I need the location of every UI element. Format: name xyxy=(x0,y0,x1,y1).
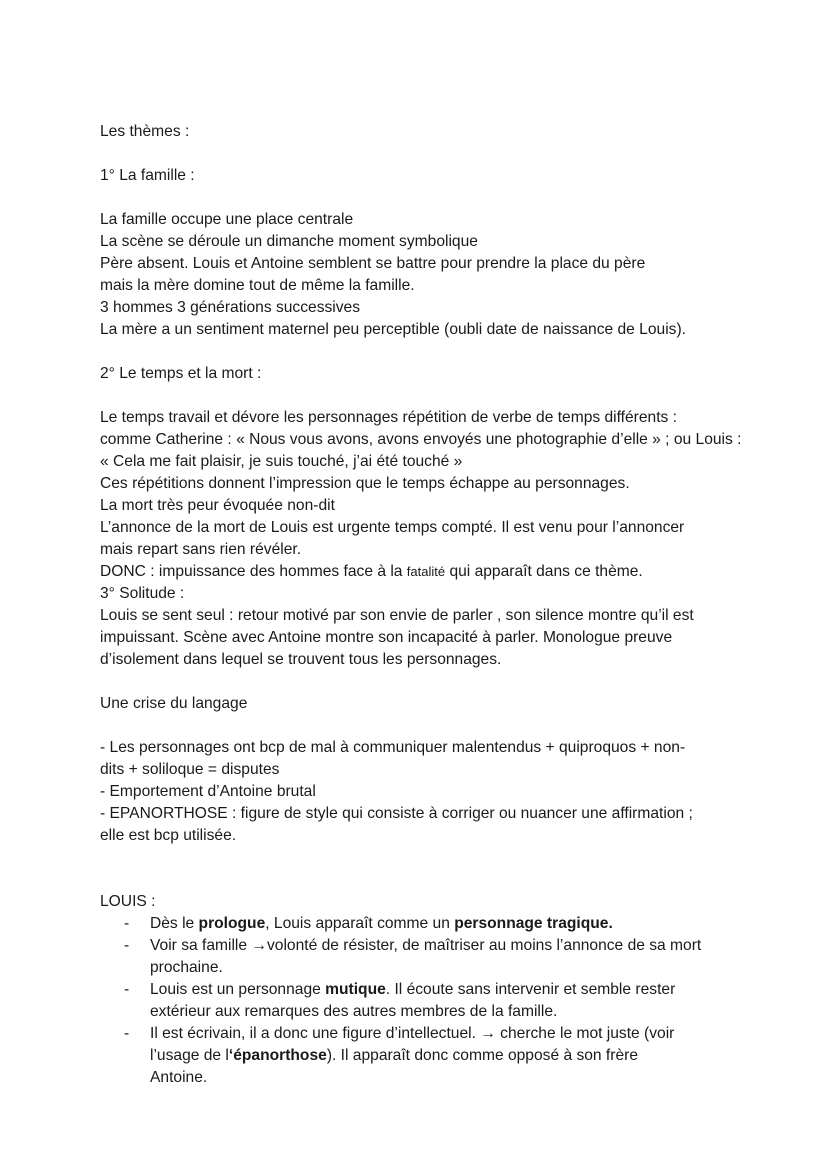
dash-bullet: - xyxy=(124,915,130,932)
section-heading-solitude: 3° Solitude : xyxy=(100,585,185,602)
temps-line-2: comme Catherine : « Nous vous avons, avons envoyés une photographie d’elle » ; ou Louis : xyxy=(100,431,742,448)
dash-bullet: - xyxy=(124,981,130,998)
temps-line-3: « Cela me fait plaisir, je suis touché, j’ai été touché » xyxy=(100,453,463,470)
crise-line-4: - EPANORTHOSE : figure de style qui consiste à corriger ou nuancer une affirmation ; xyxy=(100,805,693,822)
famille-line-5: 3 hommes 3 générations successives xyxy=(100,299,361,316)
solitude-line-2: impuissant. Scène avec Antoine montre son incapacité à parler. Monologue preuve xyxy=(100,629,673,646)
dash-bullet: - xyxy=(124,937,130,954)
dash-bullet: - xyxy=(124,1025,130,1042)
famille-line-4: mais la mère domine tout de même la famille. xyxy=(100,277,415,294)
donc-suffix: qui apparaît dans ce thème. xyxy=(445,563,643,580)
list-item: - Voir sa famille →volonté de résister, de maîtriser au moins l’annonce de sa mort prochaine. xyxy=(124,937,702,976)
donc-word: fatalité xyxy=(406,564,446,579)
famille-line-1: La famille occupe une place centrale xyxy=(100,211,354,228)
famille-line-3: Père absent. Louis et Antoine semblent se battre pour prendre la place du père xyxy=(100,255,646,272)
document-content xyxy=(100,121,760,1089)
solitude-line-3: d’isolement dans lequel se trouvent tous les personnages. xyxy=(100,651,502,668)
temps-line-5: La mort très peur évoquée non-dit xyxy=(100,497,335,514)
section-heading-crise: Une crise du langage xyxy=(100,695,248,712)
temps-line-1: Le temps travail et dévore les personnages répétition de verbe de temps différents : xyxy=(100,409,678,426)
crise-line-2: dits + soliloque = disputes xyxy=(100,761,280,778)
famille-line-6: La mère a un sentiment maternel peu perceptible (oubli date de naissance de Louis). xyxy=(100,321,686,338)
section-heading-temps: 2° Le temps et la mort : xyxy=(100,365,262,382)
list-item: - Il est écrivain, il a donc une figure d’intellectuel. → cherche le mot juste (voir l’usage de l‘épanorthose). Il apparaît donc comme opposé à son frère Antoine. xyxy=(124,1025,675,1086)
temps-line-4: Ces répétitions donnent l’impression que le temps échappe au personnages. xyxy=(100,475,630,492)
crise-line-3: - Emportement d’Antoine brutal xyxy=(100,783,316,800)
crise-line-5: elle est bcp utilisée. xyxy=(100,827,237,844)
temps-line-6: L’annonce de la mort de Louis est urgente temps compté. Il est venu pour l’annoncer xyxy=(100,519,685,536)
donc-prefix: DONC : impuissance des hommes face à la xyxy=(100,563,407,580)
temps-line-7: mais repart sans rien révéler. xyxy=(100,541,302,558)
list-item: - Dès le prologue, Louis apparaît comme un personnage tragique. xyxy=(100,913,760,935)
section-heading-louis: LOUIS : xyxy=(100,893,156,910)
list-item: - Louis est un personnage mutique. Il écoute sans intervenir et semble rester extérieur aux remarques des autres membres de la famille. xyxy=(124,981,676,1020)
solitude-line-1: Louis se sent seul : retour motivé par son envie de parler , son silence montre qu’il est xyxy=(100,607,694,624)
section-heading-famille: 1° La famille : xyxy=(100,167,195,184)
page-title: Les thèmes : xyxy=(100,123,190,140)
crise-line-1: - Les personnages ont bcp de mal à communiquer malentendus + quiproquos + non- xyxy=(100,739,686,756)
temps-donc-line xyxy=(100,561,760,583)
louis-bullet-list xyxy=(100,913,760,1089)
famille-line-2: La scène se déroule un dimanche moment symbolique xyxy=(100,233,478,250)
